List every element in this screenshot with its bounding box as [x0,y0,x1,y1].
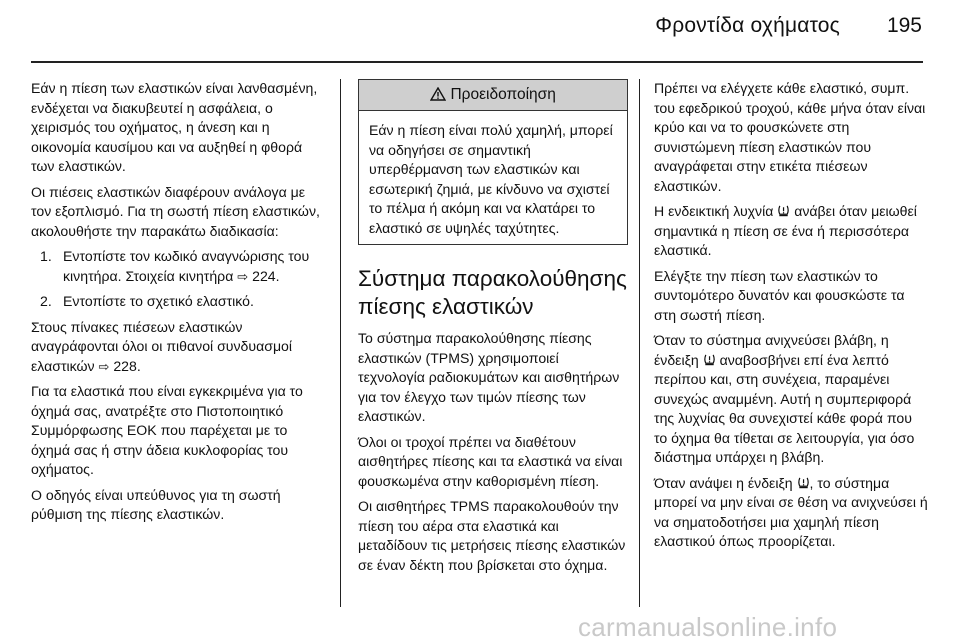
column-right [654,79,929,558]
warning-body: Εάν η πίεση είναι πολύ χαμηλή, μπορεί να οδηγήσει σε σημαντική υπερθέρμανση των ελαστικών και εσωτερική ζημιά, με κίνδυνο να σχιστεί το πέλμα ή ακόμη και να κλατάρει το ελαστικό σε υψηλές ταχύτητες. [369,122,613,236]
column-divider [639,79,640,607]
paragraph: Πρέπει να ελέγχετε κάθε ελαστικό, συμπ. του εφεδρικού τροχού, κάθε μήνα όταν είναι κρύο και να το φουσκώνετε στη συνιστώμενη πίεση ελαστικών που αναγράφεται στην ετικέτα πιέσεων ελαστικών. [654,80,926,194]
list-item [31,292,323,312]
paragraph: Για τα ελαστικά που είναι εγκεκριμένα για το όχημά σας, ανατρέξτε στο Πιστοποιητικό Συμμόρφωσης ΕΟΚ που παρέχεται με το όχημά σας ή στην άδεια κυκλοφορίας του οχήματος. [31,383,303,477]
paragraph: Όλοι οι τροχοί πρέπει να διαθέτουν αισθητήρες πίεσης και τα ελαστικά να είναι φουσκωμένα στην καθορισμένη πίεση. [358,433,623,489]
page-title: Φροντίδα οχήματος [655,14,840,37]
page-reference-link[interactable]: 224. [252,267,280,284]
arrow-reference-icon: ⇨ [98,358,110,374]
warning-triangle-icon [430,87,446,101]
paragraph: Οι πιέσεις ελαστικών διαφέρουν ανάλογα με τον εξοπλισμό. Για τη σωστή πίεση ελαστικών, ακολουθήστε την παρακάτω διαδικασία: [31,183,320,239]
page-reference-link[interactable]: 228. [113,357,141,374]
paragraph-text: Η ενδεικτική λυχνία [654,203,774,219]
paragraph: Εάν η πίεση των ελαστικών είναι λανθασμένη, ενδέχεται να διακυβευτεί η ασφάλεια, ο χειρισμός του οχήματος, η άνεση και η οικονομία καυσίμου και να αυξηθεί η φθορά των ελαστικών. [31,80,318,174]
paragraph: Ο οδηγός είναι υπεύθυνος για τη σωστή ρύθμιση της πίεσης ελαστικών. [31,486,281,522]
paragraph: Το σύστημα παρακολούθησης πίεσης ελαστικών (TPMS) χρησιμοποιεί τεχνολογία ραδιοκυμάτων και αισθητήρων για τον έλεγχο των τιμών πίεσης των ελαστικών. [358,330,620,424]
warning-header [359,80,627,111]
paragraph-text: ανάβει όταν μειωθεί σημαντικά η πίεση σε ένα ή περισσότερα ελαστικά. [654,203,917,258]
column-divider [340,79,341,607]
step-number: 1. [40,248,52,264]
tpms-warning-icon [797,476,810,489]
section-title: Σύστημα παρακολούθησης πίεσης ελαστικών [358,266,627,319]
tpms-warning-icon [777,204,790,217]
column-left [31,79,323,531]
paragraph-text: Στους πίνακες πιέσεων ελαστικών αναγράφονται όλοι οι πιθανοί συνδυασμοί ελαστικών [31,318,293,374]
warning-title: Προειδοποίηση [450,86,556,103]
watermark: carmanualsonline.info [578,612,838,642]
step-number: 2. [40,293,52,309]
paragraph-text: Όταν ανάψει η ένδειξη [654,474,793,491]
header-divider [31,61,923,63]
step-text: Εντοπίστε το σχετικό ελαστικό. [63,293,254,309]
page-number: 195 [886,14,922,37]
paragraph [654,202,929,261]
tpms-warning-icon [703,353,716,366]
procedure-list [31,247,323,312]
step-text: Εντοπίστε τον κωδικό αναγνώρισης του κινητήρα. Στοιχεία κινητήρα [63,248,310,284]
paragraph [31,318,323,377]
warning-box [358,79,628,245]
paragraph [654,331,929,468]
paragraph-text: , το σύστημα μπορεί να μην είναι σε θέση να ανιχνεύσει ή να σηματοδοτήσει μια χαμηλή πίεση ελαστικού όπως προορίζεται. [654,474,928,549]
paragraph: Ελέγξτε την πίεση των ελαστικών το συντομότερο δυνατόν και φουσκώστε τα στη σωστή πίεση. [654,267,905,323]
paragraph-text: Όταν το σύστημα ανιχνεύσει βλάβη, η ένδειξη [654,332,889,368]
column-middle [358,79,628,581]
paragraph-text: αναβοσβήνει επί ένα λεπτό περίπου και, στη συνέχεια, παραμένει συνεχώς αναμμένη. Αυτή η συμπεριφορά της λυχνίας θα συνεχιστεί κάθε φορά που το όχημα θα τίθεται σε λειτουργία, για όσο διάστημα υπάρχει η βλάβη. [654,351,915,465]
list-item [31,247,323,286]
paragraph [654,474,929,552]
arrow-reference-icon: ⇨ [237,268,249,284]
page-header [0,0,960,62]
paragraph: Οι αισθητήρες TPMS παρακολουθούν την πίεση του αέρα στα ελαστικά και μεταδίδουν τις μετρήσεις πίεσης ελαστικών σε έναν δέκτη που βρίσκεται στο όχημα. [358,498,626,573]
